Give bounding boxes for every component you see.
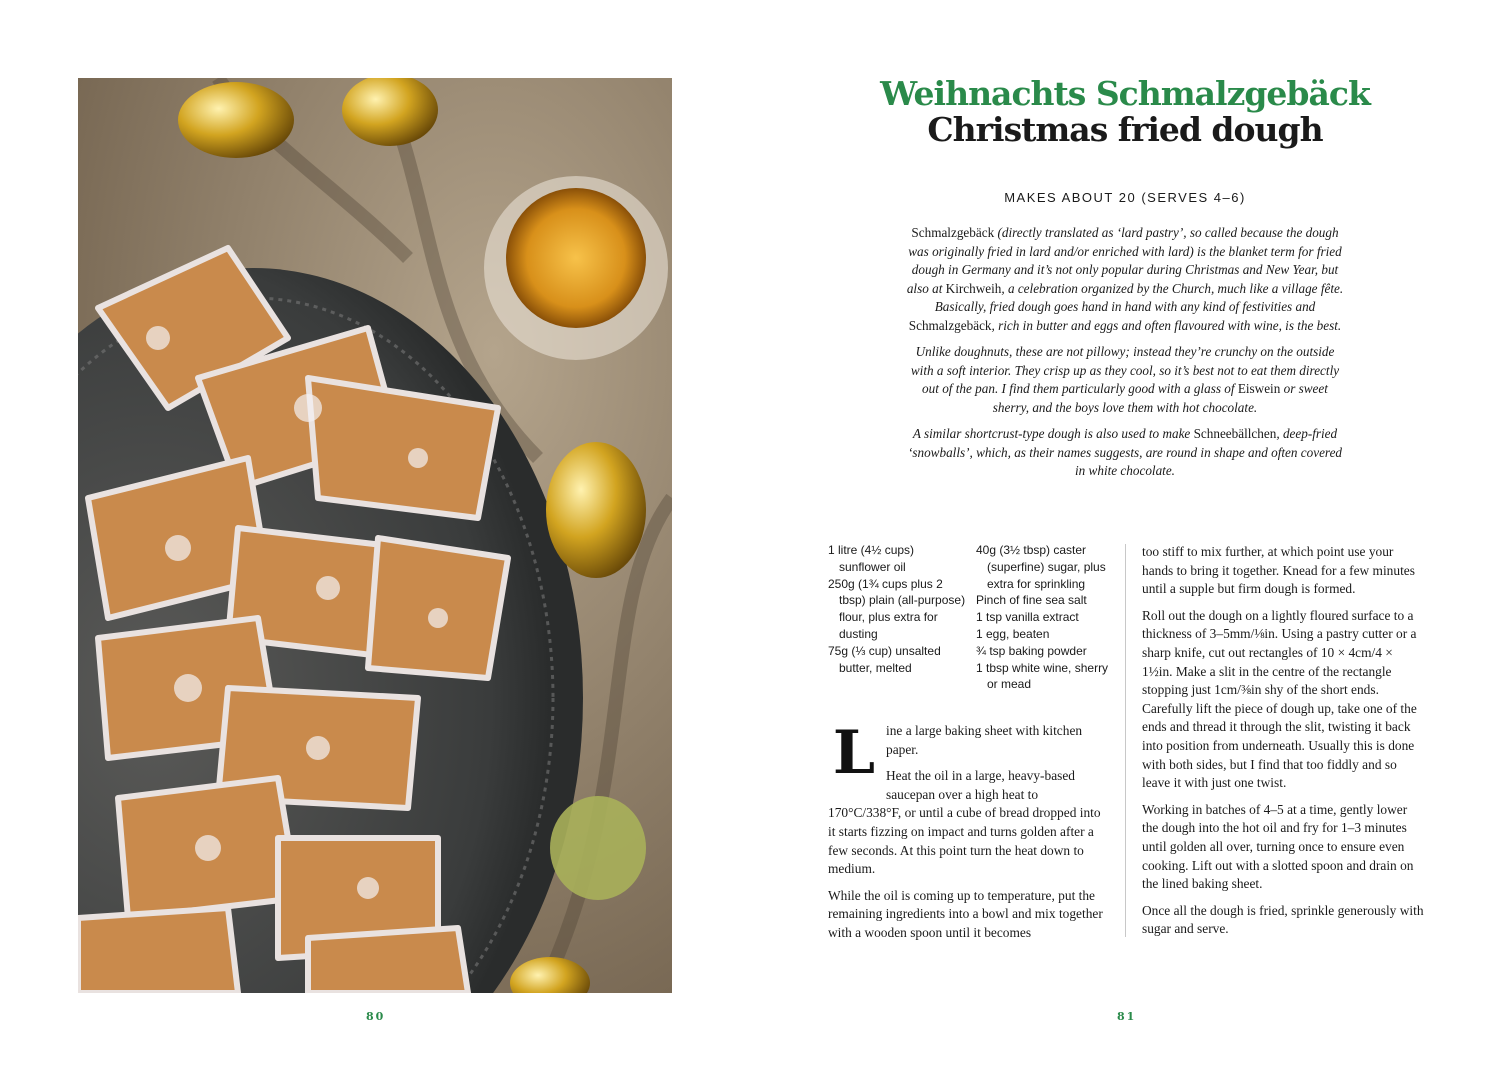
- column-divider: [1125, 544, 1126, 937]
- intro-text: , rich in butter and eggs and often flavoured with wine, is the best.: [991, 317, 1342, 333]
- intro-term-schmalzgeback: Schmalzgebäck: [908, 317, 992, 333]
- intro-paragraph-2: [905, 343, 1345, 417]
- recipe-title-german: Weihnachts Schmalzgebäck: [880, 74, 1370, 113]
- ingredient-item: 40g (3½ tbsp) caster (superfine) sugar, plus extra for sprinkling: [976, 543, 1106, 591]
- ingredient-item: 1 litre (4½ cups) sunflower oil: [828, 543, 915, 574]
- ingredient-item: 1 tsp vanilla extract: [976, 610, 1079, 625]
- ingredients-column-1: [828, 542, 968, 676]
- intro-text: , deep-fried ‘snowballs’, which, as their names suggests, are round in shape and often covered in white chocolate.: [907, 426, 1343, 478]
- intro-text: or sweet sherry, and the boys love them with hot chocolate.: [992, 381, 1328, 415]
- method-column-right: [1142, 543, 1424, 947]
- photo-illustration: [78, 78, 672, 993]
- ingredient-item: 1 tbsp white wine, sherry or mead: [976, 660, 1109, 692]
- method-step-2: Heat the oil in a large, heavy-based saucepan over a high heat to 170°C/338°F, or until a cube of bread dropped into it starts fizzing on impact and turns golden after a few seconds. At this point turn the heat down to medium.: [828, 768, 1101, 877]
- ingredients-column-2: [976, 542, 1118, 693]
- drop-cap: L: [832, 718, 876, 788]
- method-text: ine a large baking sheet with kitchen paper.: [886, 723, 1083, 757]
- ingredient-item: 250g (1¾ cups plus 2 tbsp) plain (all-purpose) flour, plus extra for dusting: [828, 576, 966, 641]
- method-step-5: Working in batches of 4–5 at a time, gently lower the dough into the hot oil and fry for 1–3 minutes until golden all over, turning once to ensure even cooking. Lift out with a slotted spoon and drain on the lined baking sheet.: [1142, 801, 1414, 892]
- fried-dough-photo: [78, 78, 672, 993]
- method-column-left: [828, 718, 1104, 951]
- ingredient-item: 1 egg, beaten: [976, 626, 1050, 641]
- intro-term-eiswein: Eiswein: [1237, 381, 1281, 396]
- ingredient-item: 75g (⅓ cup) unsalted butter, melted: [828, 643, 941, 675]
- intro-term-kirchweih: Kirchweih: [945, 280, 1002, 296]
- method-step-6: Once all the dough is fried, sprinkle generously with sugar and serve.: [1142, 902, 1424, 937]
- method-step-3-cont: too stiff to mix further, at which point use your hands to bring it together. Knead for a few minutes until a supple but firm dough is formed.: [1142, 544, 1415, 597]
- method-step-4: Roll out the dough on a lightly floured surface to a thickness of 3–5mm/⅛in. Using a pastry cutter or a sharp knife, cut out rectangles of 10 × 4cm/4 × 1½in. Make a slit in the centre of the rectangle stopping just 1cm/⅜in shy of the short ends. Carefully lift the piece of dough up, take one of the ends and thread it through the slit, twisting it back into position from underneath. Usually this is done with both sides, but I find that too fiddly and so leave it with just one twist.: [1142, 607, 1417, 791]
- intro-paragraph-1: [905, 224, 1345, 335]
- recipe-introduction: [905, 224, 1345, 489]
- intro-text: , a celebration organized by the Church, much like a village fête. Basically, fried dough goes hand in hand with any kind of festivities and: [934, 280, 1344, 314]
- intro-term-schneeballchen: Schneebällchen: [1193, 426, 1277, 441]
- method-step-1: [828, 718, 1104, 788]
- ingredient-item: ¾ tsp baking powder: [976, 643, 1087, 658]
- intro-term-schmalzgeback: Schmalzgebäck: [911, 225, 995, 240]
- page-number-right: 81: [1117, 1010, 1137, 1023]
- method-step-3: While the oil is coming up to temperature, put the remaining ingredients into a bowl and mix together with a wooden spoon until it becomes: [828, 887, 1103, 940]
- intro-text: A similar shortcrust-type dough is also used to make: [912, 426, 1194, 441]
- recipe-title-english: Christmas fried dough: [927, 110, 1323, 149]
- intro-text: Unlike doughnuts, these are not pillowy; instead they’re crunchy on the outside with a soft interior. They crisp up as they cool, so it’s best not to eat them directly out of the pan. I find them particularly good with a glass of: [910, 344, 1340, 396]
- page-number-left: 80: [366, 1010, 386, 1023]
- intro-paragraph-3: [905, 425, 1345, 481]
- yield-line: MAKES ABOUT 20 (SERVES 4–6): [1004, 190, 1246, 205]
- ingredient-item: Pinch of fine sea salt: [976, 593, 1087, 608]
- intro-text: (directly translated as ‘lard pastry’, so called because the dough was originally fried in lard and/or enriched with lard) is the blanket term for fried dough in Germany and it’s not only popular during Christmas and New Year, but also at: [906, 225, 1342, 296]
